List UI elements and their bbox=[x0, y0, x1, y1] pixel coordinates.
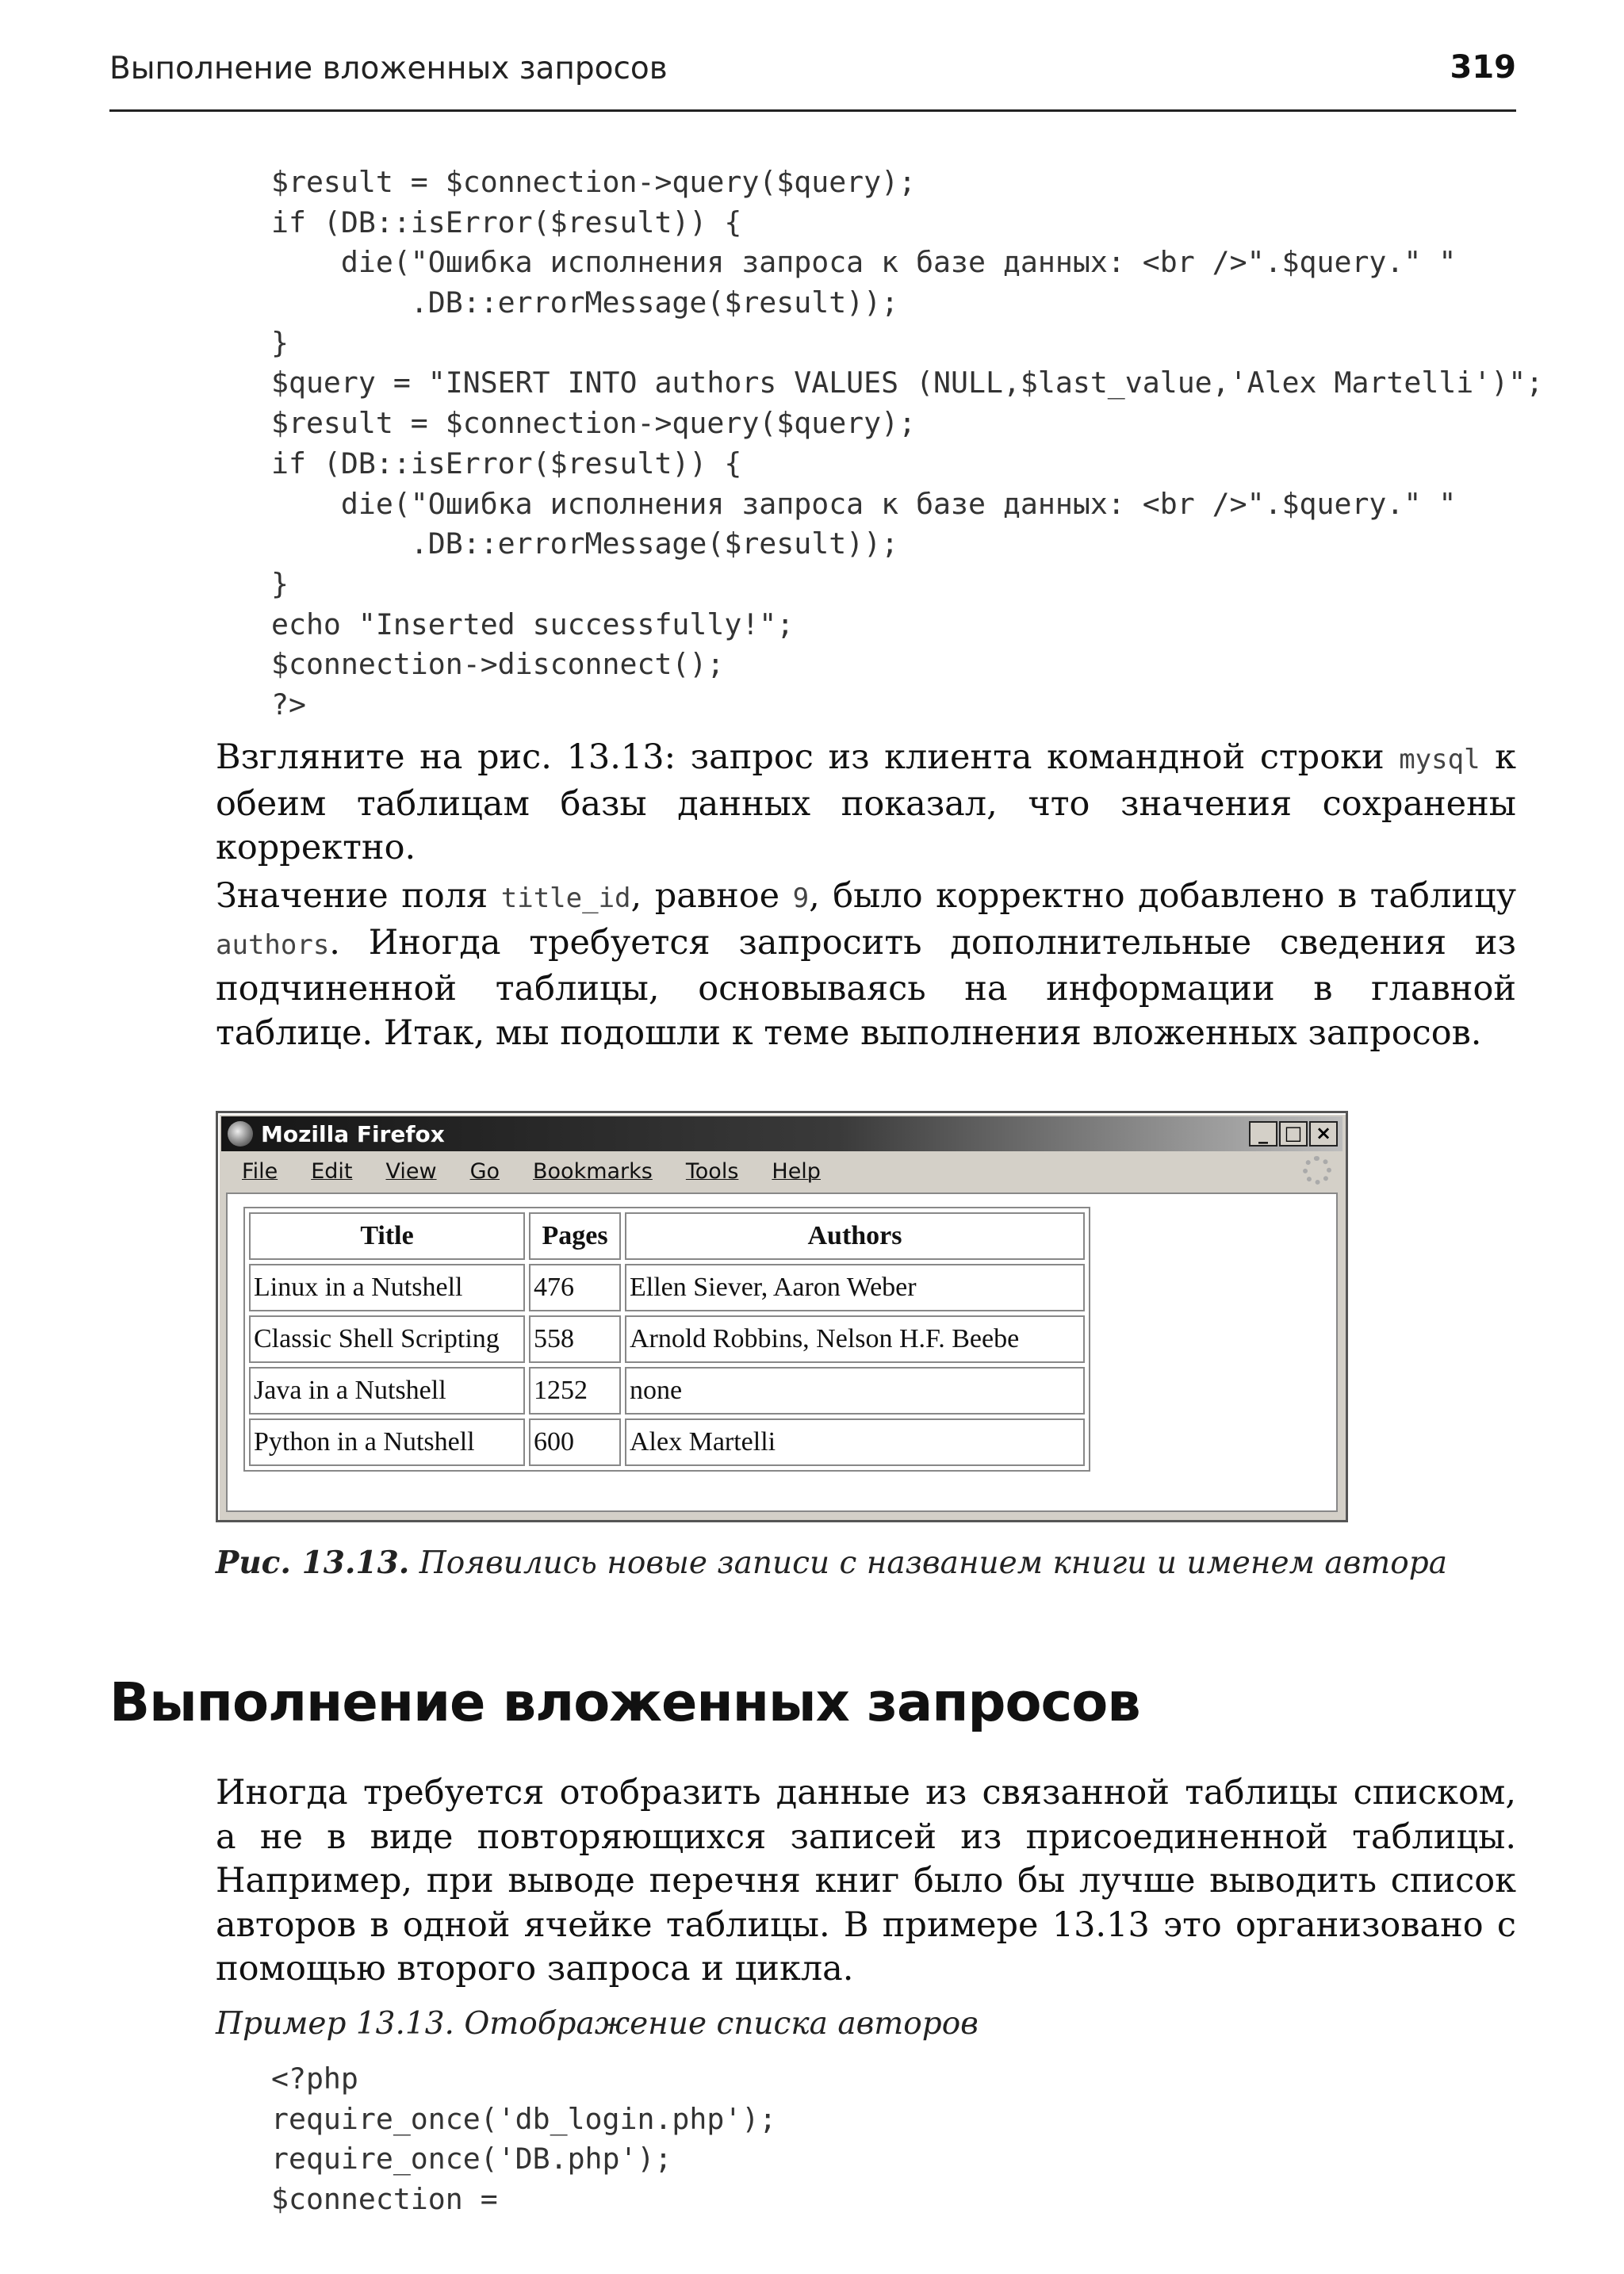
cell-pages: 476 bbox=[529, 1264, 621, 1311]
text: , равное bbox=[630, 876, 793, 916]
table-row bbox=[249, 1418, 1085, 1466]
page-number: 319 bbox=[1450, 49, 1516, 86]
code-line: require_once('db_login.php'); bbox=[271, 2101, 777, 2136]
text: Взгляните на рис. 13.13: запрос из клиента командной строки bbox=[216, 737, 1400, 777]
cell-authors: Alex Martelli bbox=[625, 1418, 1085, 1466]
firefox-icon bbox=[228, 1121, 253, 1147]
section-heading: Выполнение вложенных запросов bbox=[109, 1671, 1140, 1733]
window-controls bbox=[1249, 1121, 1338, 1147]
menu-file[interactable]: File bbox=[242, 1158, 278, 1184]
code-line: if (DB::isError($result)) { bbox=[271, 205, 742, 239]
code-line: $result = $connection->query($query); bbox=[271, 406, 917, 441]
running-title: Выполнение вложенных запросов bbox=[109, 51, 668, 86]
header-authors: Authors bbox=[625, 1212, 1085, 1260]
inline-code: authors bbox=[216, 928, 330, 961]
code-line: echo "Inserted successfully!"; bbox=[271, 607, 795, 641]
menu-edit[interactable]: Edit bbox=[311, 1158, 353, 1184]
menu-bar bbox=[221, 1153, 1342, 1189]
code-line: if (DB::isError($result)) { bbox=[271, 446, 742, 480]
cell-pages: 600 bbox=[529, 1418, 621, 1466]
minimize-icon[interactable]: _ bbox=[1249, 1121, 1277, 1147]
cell-authors: none bbox=[625, 1367, 1085, 1415]
table-header-row bbox=[249, 1212, 1085, 1260]
cell-title: Python in a Nutshell bbox=[249, 1418, 525, 1466]
menu-bookmarks[interactable]: Bookmarks bbox=[533, 1158, 653, 1184]
code-line: require_once('DB.php'); bbox=[271, 2142, 672, 2176]
text: к обеим таблицам базы данных показал, что значения сохранены корректно. bbox=[216, 737, 1516, 867]
code-line: .DB::errorMessage($result)); bbox=[271, 285, 899, 320]
text: , было корректно добавлено в таблицу bbox=[809, 876, 1516, 916]
code-line: die("Ошибка исполнения запроса к базе данных: <br />".$query." " bbox=[271, 245, 1457, 280]
code-line: <?php bbox=[271, 2062, 358, 2096]
code-line: .DB::errorMessage($result)); bbox=[271, 526, 899, 561]
code-line: ?> bbox=[271, 687, 306, 722]
caption-text: Появились новые записи с названием книги и именем автора bbox=[409, 1545, 1447, 1581]
table-row bbox=[249, 1315, 1085, 1363]
code-line: $connection = bbox=[271, 2182, 498, 2217]
cell-authors: Ellen Siever, Aaron Weber bbox=[625, 1264, 1085, 1311]
inline-code: title_id bbox=[500, 882, 631, 914]
menu-view[interactable]: View bbox=[385, 1158, 437, 1184]
cell-pages: 1252 bbox=[529, 1367, 621, 1415]
code-line: } bbox=[271, 325, 289, 360]
books-table bbox=[243, 1207, 1090, 1472]
window-title: Mozilla Firefox bbox=[261, 1121, 445, 1147]
table-row bbox=[249, 1264, 1085, 1311]
code-listing-example bbox=[271, 2059, 776, 2220]
text: Значение поля bbox=[216, 876, 501, 916]
cell-title: Classic Shell Scripting bbox=[249, 1315, 525, 1363]
menu-help[interactable]: Help bbox=[772, 1158, 821, 1184]
throbber-icon bbox=[1303, 1156, 1331, 1185]
cell-title: Java in a Nutshell bbox=[249, 1367, 525, 1415]
inline-code: 9 bbox=[792, 882, 810, 914]
section-paragraph: Иногда требуется отобразить данные из связанной таблицы списком, а не в виде повторяющихся записей из присоединенной таблицы. Например, при выводе перечня книг было бы лучше выводить список авторов в одной ячейке таблицы. В примере 13.13 это организовано с помощью второго запроса и цикла. bbox=[216, 1773, 1516, 1989]
menu-tools[interactable]: Tools bbox=[685, 1158, 739, 1184]
caption-label: Рис. 13.13. bbox=[216, 1545, 410, 1581]
menu-go[interactable]: Go bbox=[469, 1158, 500, 1184]
text: . Иногда требуется запросить дополнительные сведения из подчиненной таблицы, основываясь на информации в главной таблице. Итак, мы подошли к теме выполнения вложенных запросов. bbox=[216, 922, 1516, 1053]
code-line: } bbox=[271, 566, 289, 601]
example-title: Пример 13.13. Отображение списка авторов bbox=[216, 2006, 979, 2042]
browser-content bbox=[226, 1193, 1338, 1512]
inline-code: mysql bbox=[1399, 744, 1480, 775]
header-pages: Pages bbox=[529, 1212, 621, 1260]
browser-window-figure bbox=[216, 1111, 1348, 1522]
cell-authors: Arnold Robbins, Nelson H.F. Beebe bbox=[625, 1315, 1085, 1363]
window-titlebar bbox=[221, 1116, 1342, 1151]
code-line: $result = $connection->query($query); bbox=[271, 165, 917, 199]
table-row bbox=[249, 1367, 1085, 1415]
running-header bbox=[109, 46, 1516, 112]
paragraph-figure-intro bbox=[216, 736, 1516, 871]
figure-caption bbox=[216, 1545, 1447, 1581]
cell-title: Linux in a Nutshell bbox=[249, 1264, 525, 1311]
header-title: Title bbox=[249, 1212, 525, 1260]
code-line: $query = "INSERT INTO authors VALUES (NULL,$last_value,'Alex Martelli')"; bbox=[271, 366, 1544, 400]
code-line: die("Ошибка исполнения запроса к базе данных: <br />".$query." " bbox=[271, 486, 1457, 521]
close-icon[interactable]: × bbox=[1309, 1121, 1338, 1147]
code-listing-top bbox=[271, 163, 1543, 725]
cell-pages: 558 bbox=[529, 1315, 621, 1363]
paragraph-title-id bbox=[216, 875, 1516, 1055]
code-line: $connection->disconnect(); bbox=[271, 647, 725, 682]
maximize-icon[interactable]: □ bbox=[1279, 1121, 1308, 1147]
